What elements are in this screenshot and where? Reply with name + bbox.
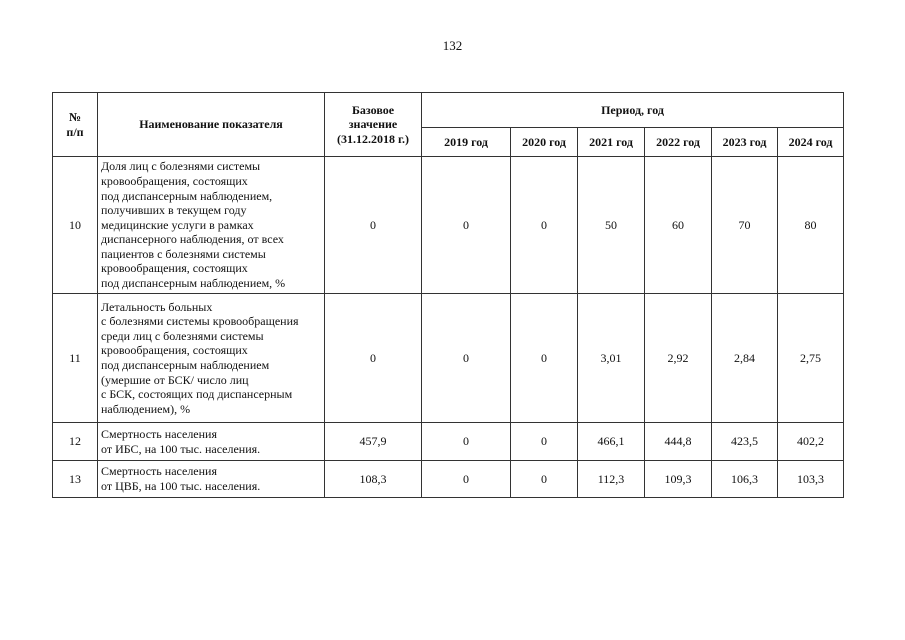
year-value: 0	[511, 294, 578, 423]
year-value: 112,3	[578, 461, 645, 498]
table-row	[53, 461, 844, 498]
year-value: 0	[511, 423, 578, 461]
header-indicator-name: Наименование показателя	[98, 93, 325, 157]
row-number: 13	[53, 461, 98, 498]
base-value: 0	[325, 157, 422, 294]
row-number: 12	[53, 423, 98, 461]
year-value: 466,1	[578, 423, 645, 461]
year-value: 3,01	[578, 294, 645, 423]
year-value: 2,92	[645, 294, 712, 423]
year-value: 0	[511, 461, 578, 498]
year-value: 0	[422, 461, 511, 498]
page-number: 132	[442, 38, 463, 53]
year-value: 2,75	[778, 294, 844, 423]
year-value: 0	[511, 157, 578, 294]
year-value: 444,8	[645, 423, 712, 461]
header-year: 2024 год	[778, 128, 844, 157]
year-value: 0	[422, 423, 511, 461]
indicator-name: Смертность населения от ИБС, на 100 тыс. населения.	[98, 423, 325, 461]
year-value: 103,3	[778, 461, 844, 498]
year-value: 60	[645, 157, 712, 294]
row-number: 10	[53, 157, 98, 294]
base-value: 457,9	[325, 423, 422, 461]
base-value: 0	[325, 294, 422, 423]
header-year: 2022 год	[645, 128, 712, 157]
header-year: 2019 год	[422, 128, 511, 157]
header-number: № п/п	[53, 93, 98, 157]
table-row	[53, 423, 844, 461]
indicators-table	[52, 92, 844, 498]
table-header	[53, 93, 844, 157]
header-year: 2023 год	[712, 128, 778, 157]
year-value: 70	[712, 157, 778, 294]
row-number: 11	[53, 294, 98, 423]
year-value: 0	[422, 157, 511, 294]
year-value: 2,84	[712, 294, 778, 423]
header-year: 2020 год	[511, 128, 578, 157]
header-period: Период, год	[422, 93, 844, 128]
year-value: 423,5	[712, 423, 778, 461]
year-value: 50	[578, 157, 645, 294]
table-row	[53, 157, 844, 294]
year-value: 402,2	[778, 423, 844, 461]
header-year: 2021 год	[578, 128, 645, 157]
year-value: 0	[422, 294, 511, 423]
year-value: 80	[778, 157, 844, 294]
year-value: 106,3	[712, 461, 778, 498]
indicator-name: Летальность больных с болезнями системы кровообращения среди лиц с болезнями системы кровообращения, состоящих под диспансерным наблюдением (умершие от БСК/ число лиц с БСК, состоящих под диспансерным наблюдением), %	[98, 294, 325, 423]
indicator-name: Смертность населения от ЦВБ, на 100 тыс. населения.	[98, 461, 325, 498]
indicator-name: Доля лиц с болезнями системы кровообращения, состоящих под диспансерным наблюдением, получивших в текущем году медицинские услуги в рамках диспансерного наблюдения, от всех пациентов с болезнями системы кровообращения, состоящих под диспансерным наблюдением, %	[98, 157, 325, 294]
table-row	[53, 294, 844, 423]
base-value: 108,3	[325, 461, 422, 498]
year-value: 109,3	[645, 461, 712, 498]
header-base-value: Базовое значение (31.12.2018 г.)	[325, 93, 422, 157]
